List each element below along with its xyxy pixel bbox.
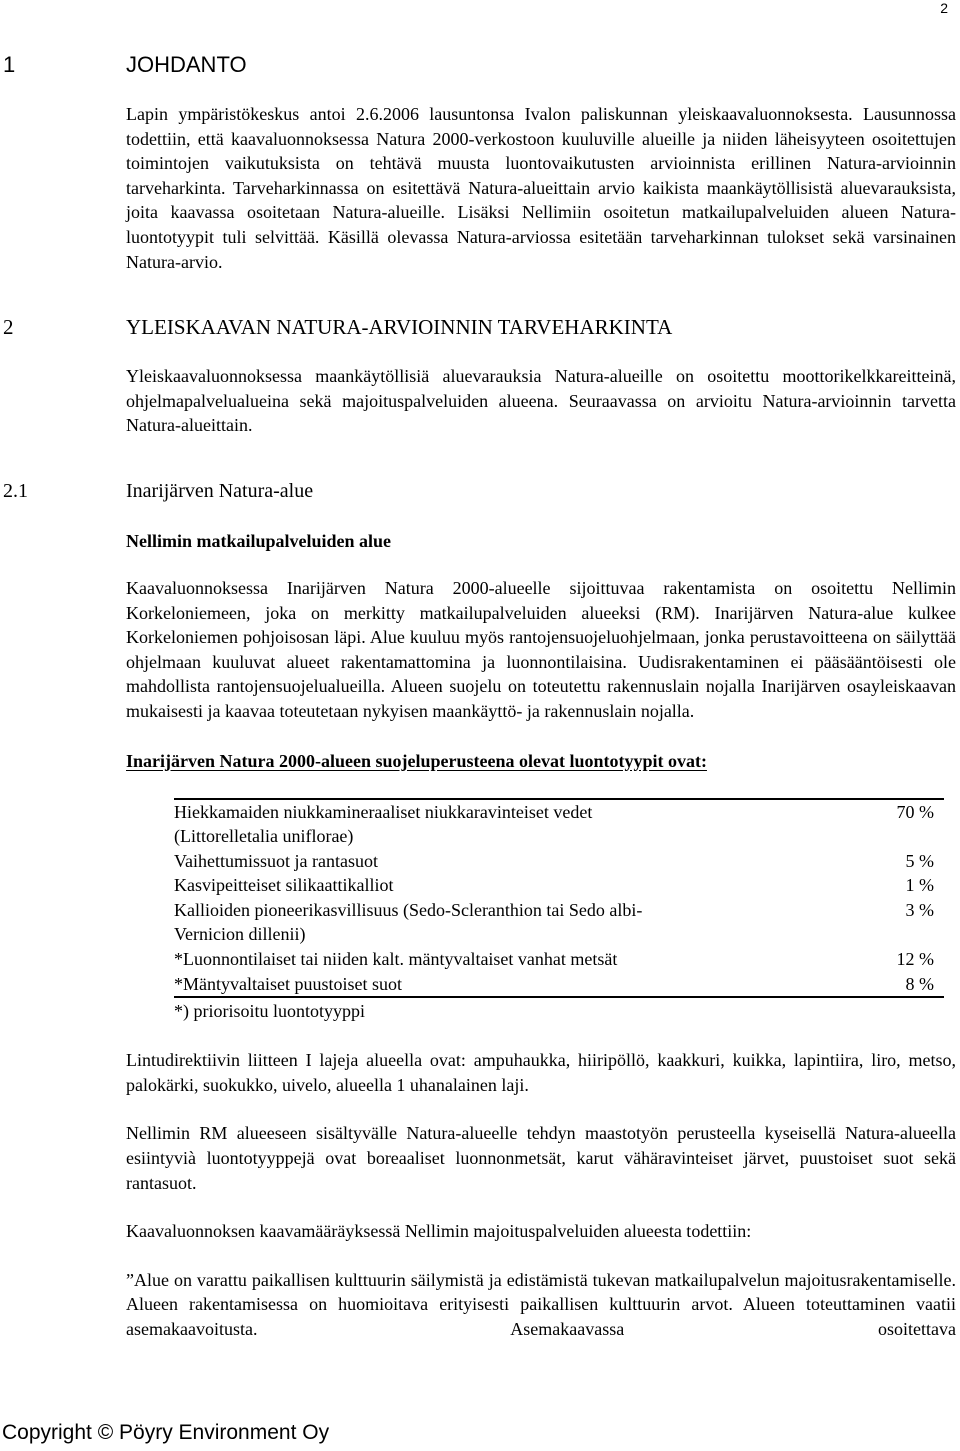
footer-copyright: Copyright © Pöyry Environment Oy — [2, 1421, 330, 1444]
habitat-percentage: 12 % — [896, 949, 934, 970]
habitat-name: Vernicion dillenii) — [174, 924, 306, 945]
habitat-table — [174, 798, 944, 999]
intro-paragraph: Lapin ympäristökeskus antoi 2.6.2006 lausuntonsa Ivalon paliskunnan yleiskaavaluonnoksesta. Lausunnossa todettiin, että kaavaluonnoksessa Natura 2000-verkostoon kuuluville alueille ja niiden läheisyyteen osoitettujen toimintojen vaikutuksista on tehtävä muusta luontovaikutusten arvioinnista erillinen Natura-arvioinnin tarveharkinta. Tarveharkinnassa on esitettävä Natura-alueittain arvio kaikista maankäytöllisistä aluevarauksista, joita kaavassa osoitetaan Natura-alueille. Lisäksi Nellimiin osoitetun matkailupalveluiden alueen Natura-luontotyypit tuli selvittää. Käsillä olevassa Natura-arviossa esitetään tarveharkinnan tulokset sekä varsinainen Natura-arvio. — [126, 104, 956, 272]
habitat-row — [174, 799, 944, 825]
section-2-1-number: 2.1 — [3, 479, 28, 502]
section-1-title: JOHDANTO — [126, 52, 247, 77]
habitat-name: *Mäntyvaltaiset puustoiset suot — [174, 973, 402, 994]
habitat-name: Vaihettumissuot ja rantasuot — [174, 850, 378, 871]
section-2-1-heading — [0, 476, 960, 506]
section-1-content — [126, 102, 956, 274]
habitat-percentage: 5 % — [905, 850, 934, 871]
regulation-content — [126, 1219, 956, 1244]
habitat-percentage: 1 % — [905, 875, 934, 896]
nellim-paragraph: Kaavaluonnoksessa Inarijärven Natura 2000-alueelle sijoittuvaa rakentamista on osoitettu Nellimin Korkeloniemeen, joka on merkitty matkailupalveluiden alueeksi (RM). Inarijärven Natura-alue kulkee Korkeloniemen pohjoisosan läpi. Alue kuuluu myös rantojensuojeluohjelmaan, jonka perustavoitteena on säilyttää ohjelmaan kuuluvat alueet rakentamattomina ja luonnontilaisina. Uudisrakentaminen ei pääsääntöisesti ole mahdollista rantojensuojelualueilla. Alueen suojelu on toteutettu rakennuslain nojalla Inarijärven osayleiskaavan mukaisesti ja kaavaa toteutetaan nykyisen maankäyttö- ja rakennuslain nojalla. — [126, 577, 956, 721]
section-1-heading — [0, 50, 960, 80]
habitat-name: *Luonnontilaiset tai niiden kalt. mäntyvaltaiset vanhat metsät — [174, 949, 618, 970]
section-2-number: 2 — [3, 315, 14, 340]
habitat-row — [174, 947, 944, 972]
page-number: 2 — [940, 0, 948, 16]
habitat-row — [174, 824, 944, 849]
nellim-subheading: Nellimin matkailupalveluiden alue — [126, 530, 392, 551]
habitat-percentage: 8 % — [905, 973, 934, 994]
section-2-content — [126, 364, 956, 438]
habitat-row — [174, 972, 944, 998]
regulation-paragraph: Kaavaluonnoksen kaavamääräyksessä Nellimin majoituspalveluiden alueesta todettiin: — [126, 1221, 752, 1242]
habitat-row — [174, 898, 944, 923]
fieldwork-content — [126, 1121, 956, 1195]
document-body — [0, 50, 960, 1342]
habitat-name: Kallioiden pioneerikasvillisuus (Sedo-Scleranthion tai Sedo albi- — [174, 899, 643, 920]
regulation-quote: ”Alue on varattu paikallisen kulttuurin säilymistä ja edistämistä tukevan matkailupalvelun majoitusrakentamiselle. Alueen rakentamisessa on huomioitava erityisesti paikallisen kulttuurin arvot. Alueen toteuttaminen vaatii asemakaavoitusta. Asemakaavassa osoitettava — [126, 1269, 956, 1339]
habitat-table-body — [174, 799, 944, 998]
birds-content — [126, 1048, 956, 1097]
section-2-title: YLEISKAAVAN NATURA-ARVIOINNIN TARVEHARKINTA — [126, 315, 673, 340]
section-1-number: 1 — [3, 52, 16, 77]
habitat-name: Kasvipeitteiset silikaattikalliot — [174, 875, 394, 896]
habitat-percentage — [834, 824, 944, 849]
habitat-name: Hiekkamaiden niukkamineraaliset niukkaravinteiset vedet — [174, 801, 593, 822]
fieldwork-paragraph: Nellimin RM alueeseen sisältyvälle Natura-alueelle tehdyn maastotyön perusteella kyseisellä Natura-alueella esiintyvià luontotyyppejä ovat boreaaliset luonnonmetsät, karut vähäravinteiset järvet, puustoiset suot sekä rantasuot. — [126, 1123, 956, 1193]
birds-paragraph: Lintudirektiivin liitteen I lajeja alueella ovat: ampuhaukka, hiiripöllö, kaakkuri, kuikka, lapintiira, liro, metso, palokärki, suokukko, uivelo, alueella 1 uhanalainen laji. — [126, 1050, 956, 1095]
habitat-row — [174, 873, 944, 898]
habitat-row — [174, 922, 944, 947]
table-footnote: *) priorisoitu luontotyyppi — [174, 1001, 365, 1022]
section-2-paragraph: Yleiskaavaluonnoksessa maankäytöllisiä aluevarauksia Natura-alueille on osoitettu moottorikelkkareitteinä, ohjelmapalvelualueina sekä majoituspalveluiden alueena. Seuraavassa on arvioitu Natura-arvioinnin tarvetta Natura-alueittain. — [126, 366, 956, 436]
habitat-name: (Littorelletalia uniflorae) — [174, 826, 354, 847]
section-2-heading — [0, 312, 960, 342]
habitat-percentage: 3 % — [905, 899, 934, 920]
habitat-row — [174, 849, 944, 874]
section-2-1-title: Inarijärven Natura-alue — [126, 479, 314, 502]
habitat-table-heading: Inarijärven Natura 2000-alueen suojeluperusteena olevat luontotyypit ovat: — [126, 750, 707, 771]
habitat-percentage: 70 % — [896, 801, 934, 822]
habitat-percentage — [834, 922, 944, 947]
nellim-content — [126, 576, 956, 724]
quote-content — [126, 1268, 956, 1342]
